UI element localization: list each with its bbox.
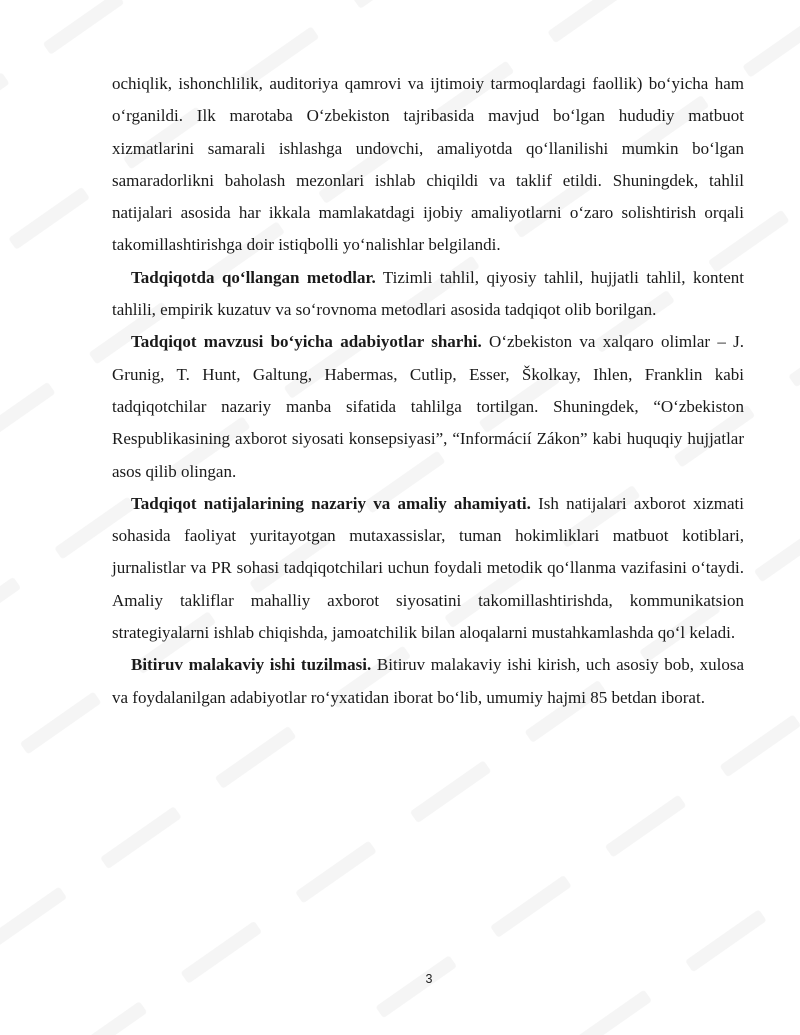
- paragraph-text: Tizimli tahlil, qiyosiy tahlil, hujjatli tahlil, kontent tahlili, empirik kuzatuv va so‘rovnoma metodlari asosida tadqiqot olib borilgan.: [112, 267, 745, 320]
- page-number: 3: [425, 972, 433, 986]
- document-body: [112, 68, 744, 714]
- paragraph-heading: Tadqiqotda qo‘llangan metodlar.: [131, 267, 376, 287]
- paragraph-text: Ish natijalari axborot xizmati sohasida faoliyat yuritayotgan mutaxassislar, tuman hokimliklari matbuot kotiblari, jurnalistlar va PR sohasi tadqiqotchilari uchun foydali metodik qo‘llanma vazifasini o‘taydi. Amaliy takliflar mahalliy axborot siyosatini takomillashtirishda, kommunikatsion strategiyalarni ishlab chiqishda, jamoatchilik bilan aloqalarni mustahkamlashda qo‘l keladi.: [112, 493, 744, 643]
- paragraph-intro-continuation: [112, 68, 744, 262]
- paragraph-heading: Tadqiqot natijalarining nazariy va amaliy ahamiyati.: [131, 493, 531, 513]
- paragraph-methods: [112, 262, 744, 327]
- paragraph-significance: [112, 488, 744, 649]
- paragraph-heading: Tadqiqot mavzusi bo‘yicha adabiyotlar sharhi.: [131, 332, 482, 352]
- paragraph-text: ochiqlik, ishonchlilik, auditoriya qamrovi va ijtimoiy tarmoqlardagi faollik) bo‘yicha ham o‘rganildi. Ilk marotaba O‘zbekiston tajribasida mavjud bo‘lgan hududiy matbuot xizmatlarini samarali ishlashga undovchi, amaliyotda qo‘llanilishi mumkin bo‘lgan samaradorlikni baholash mezonlari ishlab chiqildi va taklif etildi. Shuningdek, tahlil natijalari asosida har ikkala mamlakatdagi ijobiy amaliyotlarni o‘zaro solishtirish orqali takomillashtirishga doir istiqbolli yo‘nalishlar belgilandi.: [112, 74, 744, 255]
- paragraph-structure: [112, 649, 744, 714]
- paragraph-heading: Bitiruv malakaviy ishi tuzilmasi.: [131, 655, 372, 675]
- paragraph-text: O‘zbekiston va xalqaro olimlar – J. Grunig, T. Hunt, Galtung, Habermas, Cutlip, Esser, Školkay, Ihlen, Franklin kabi tadqiqotchilar nazariy manba sifatida tahlilga tortilgan. Shuningdek, “O‘zbekiston Respublikasining axborot siyosati konsepsiyasi”, “Informácií Zákon” kabi huquqiy hujjatlar asos qilib olingan.: [112, 332, 744, 481]
- paragraph-text: Bitiruv malakaviy ishi kirish, uch asosiy bob, xulosa va foydalanilgan adabiyotlar ro‘yxatidan iborat bo‘lib, umumiy hajmi 85 betdan iborat.: [112, 655, 744, 707]
- paragraph-literature-review: [112, 326, 744, 487]
